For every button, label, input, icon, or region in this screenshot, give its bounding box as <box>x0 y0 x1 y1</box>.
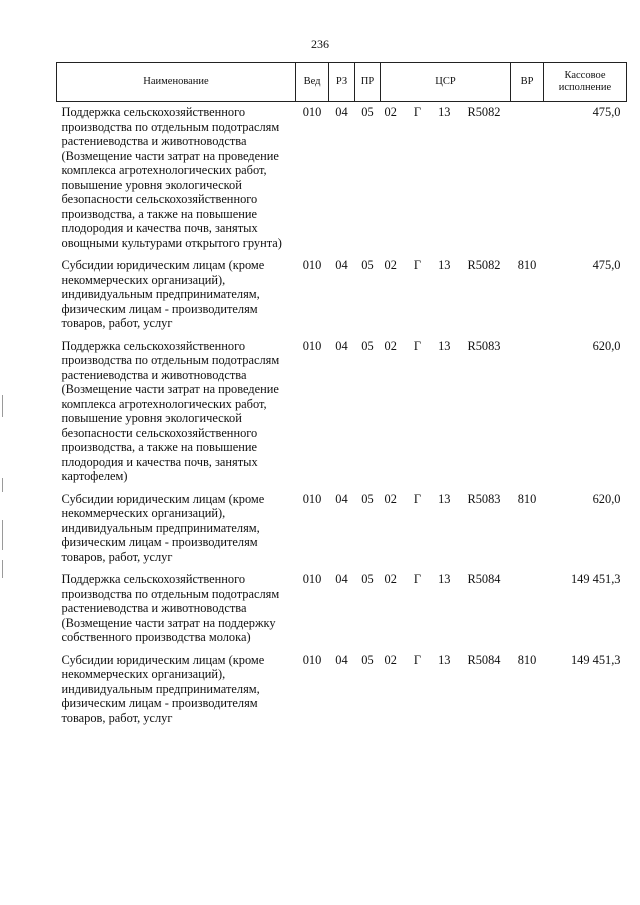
table-row <box>57 336 627 489</box>
row-csr3: 13 <box>438 338 451 353</box>
row-ved: 010 <box>302 258 322 272</box>
row-csr2: Г <box>413 652 422 667</box>
row-csr2: Г <box>413 258 422 272</box>
row-rz: 04 <box>335 652 348 667</box>
row-csr1: 02 <box>384 491 397 506</box>
row-csr2: Г <box>413 105 422 119</box>
table-row <box>57 489 627 570</box>
row-csr2: Г <box>413 572 422 586</box>
table-row <box>57 102 627 256</box>
header-ved: Вед <box>296 63 329 102</box>
row-name: Поддержка сельскохозяйственного производства по отдельным подотраслям растениеводства и животноводства (Возмещение части затрат на поддержку собственного производства молока) <box>61 572 280 644</box>
row-vr: 810 <box>517 652 537 667</box>
row-pr: 05 <box>361 105 374 119</box>
header-csr: ЦСР <box>381 63 511 102</box>
row-pr: 05 <box>361 491 374 506</box>
row-name: Поддержка сельскохозяйственного производства по отдельным подотраслям растениеводства и животноводства (Возмещение части затрат на проведение комплекса агротехнологических работ, повышение уровня экологической безопасности сельскохозяйственного производства, а также на повышение плодородия и качества почв, занятых картофелем) <box>61 338 280 483</box>
row-csr2: Г <box>413 491 422 506</box>
row-csr4: R5083 <box>467 491 501 506</box>
row-csr4: R5084 <box>467 652 501 667</box>
row-rz: 04 <box>335 258 348 272</box>
row-csr <box>381 255 511 336</box>
row-vr: 810 <box>517 258 537 272</box>
row-csr3: 13 <box>438 572 451 586</box>
row-csr <box>381 650 511 731</box>
row-name: Субсидии юридическим лицам (кроме некоммерческих организаций), индивидуальным предпринимателям, физическим лицам - производителям товаров, работ, услуг <box>61 258 265 330</box>
row-pr: 05 <box>361 258 374 272</box>
header-rz: РЗ <box>329 63 355 102</box>
row-ved: 010 <box>302 338 322 353</box>
row-rz: 04 <box>335 491 348 506</box>
row-csr1: 02 <box>384 652 397 667</box>
row-csr1: 02 <box>384 105 397 119</box>
page-number: 236 <box>311 37 329 51</box>
row-csr <box>381 336 511 489</box>
row-ved: 010 <box>302 491 322 506</box>
row-ved: 010 <box>302 652 322 667</box>
table-header-row <box>57 63 627 102</box>
row-csr3: 13 <box>438 258 451 272</box>
row-csr2: Г <box>413 338 422 353</box>
row-pr: 05 <box>361 652 374 667</box>
row-csr4: R5083 <box>467 338 501 353</box>
row-pr: 05 <box>361 572 374 586</box>
header-pr: ПР <box>355 63 381 102</box>
row-amount: 149 451,3 <box>570 652 621 667</box>
row-csr4: R5084 <box>467 572 501 586</box>
table-row <box>57 255 627 336</box>
row-csr <box>381 569 511 650</box>
row-vr: 810 <box>517 491 537 506</box>
row-rz: 04 <box>335 105 348 119</box>
row-vr <box>511 336 544 489</box>
table-row <box>57 569 627 650</box>
row-pr: 05 <box>361 338 374 353</box>
row-csr1: 02 <box>384 572 397 586</box>
row-vr <box>511 569 544 650</box>
row-amount: 620,0 <box>592 491 621 506</box>
row-rz: 04 <box>335 572 348 586</box>
row-csr3: 13 <box>438 105 451 119</box>
row-name: Поддержка сельскохозяйственного производства по отдельным подотраслям растениеводства и животноводства (Возмещение части затрат на проведение комплекса агротехнологических работ, повышение уровня экологической безопасности сельскохозяйственного производства, а также на повышение плодородия и качества почв, занятых овощными культурами открытого грунта) <box>61 105 282 250</box>
row-csr3: 13 <box>438 491 451 506</box>
row-csr1: 02 <box>384 258 397 272</box>
row-csr <box>381 102 511 256</box>
row-amount: 475,0 <box>592 258 621 272</box>
row-csr4: R5082 <box>467 105 501 119</box>
row-rz: 04 <box>335 338 348 353</box>
row-csr3: 13 <box>438 652 451 667</box>
header-name: Наименование <box>57 63 296 102</box>
row-amount: 620,0 <box>592 338 621 353</box>
row-csr <box>381 489 511 570</box>
row-ved: 010 <box>302 572 322 586</box>
row-amount: 475,0 <box>592 105 621 119</box>
row-csr1: 02 <box>384 338 397 353</box>
header-amount: Кассовое исполнение <box>544 63 627 102</box>
row-csr4: R5082 <box>467 258 501 272</box>
header-vr: ВР <box>511 63 544 102</box>
row-vr <box>511 102 544 256</box>
row-name: Субсидии юридическим лицам (кроме некоммерческих организаций), индивидуальным предпринимателям, физическим лицам - производителям товаров, работ, услуг <box>61 491 265 564</box>
budget-table <box>56 62 627 730</box>
table-row <box>57 650 627 731</box>
row-name: Субсидии юридическим лицам (кроме некоммерческих организаций), индивидуальным предпринимателям, физическим лицам - производителям товаров, работ, услуг <box>61 652 265 725</box>
row-amount: 149 451,3 <box>570 572 621 586</box>
row-ved: 010 <box>302 105 322 119</box>
